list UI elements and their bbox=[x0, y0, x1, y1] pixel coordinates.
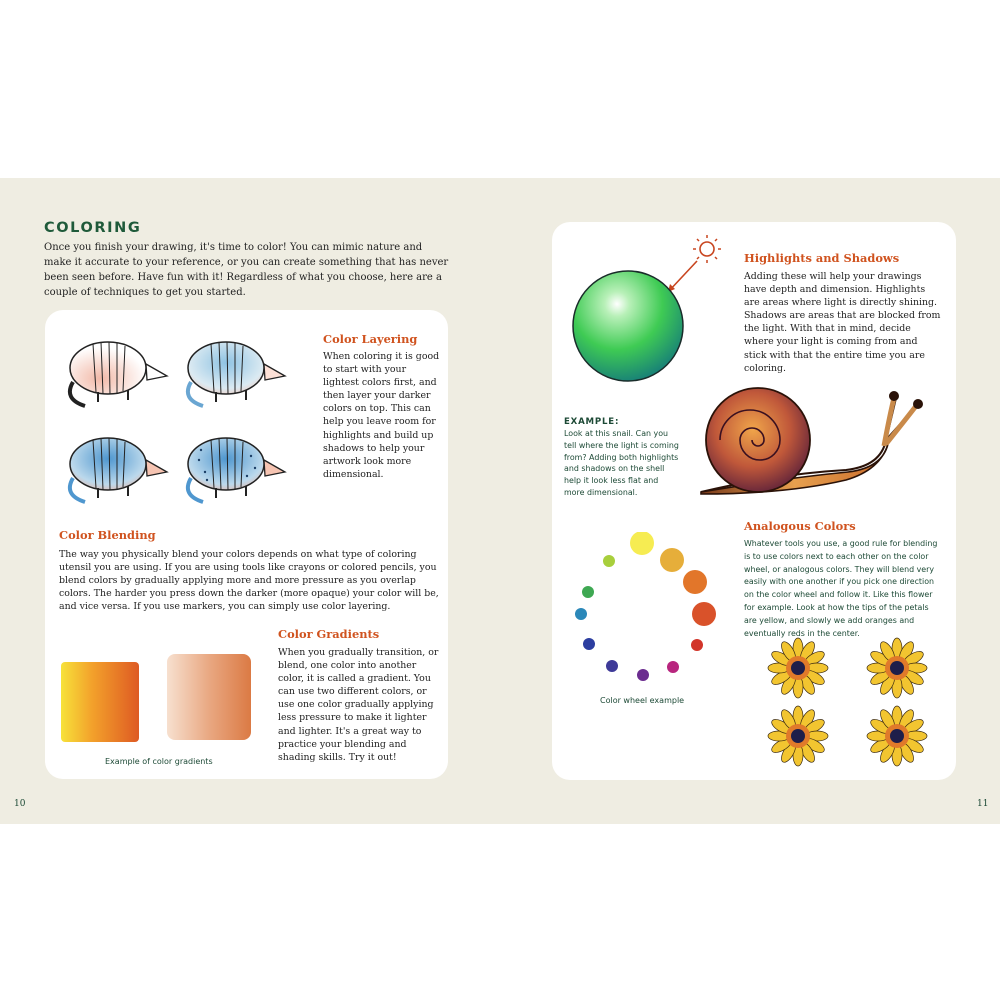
sphere bbox=[573, 271, 683, 381]
color-wheel-caption: Color wheel example bbox=[600, 696, 685, 705]
armadillo-layered bbox=[70, 438, 167, 502]
color-blending-text: The way you physically blend your colors depends on what type of coloring utensil you are using. If you are using tools like crayons or colored pencils, you blend colors by gradually applying more and more pressure as you overlap colors. The harder you press down the darker (more opaque) your color will be, and vice versa. If you use markers, you can simply use color layering. bbox=[59, 549, 439, 613]
page-number-right: 11 bbox=[977, 799, 989, 809]
armadillo-detailed bbox=[188, 438, 285, 502]
left-card bbox=[45, 310, 448, 779]
wheel-blue-green bbox=[575, 608, 587, 620]
wheel-blue bbox=[583, 638, 595, 650]
wheel-orange bbox=[683, 570, 707, 594]
wheel-red bbox=[691, 639, 703, 651]
color-layering-text: When coloring it is good to start with your lightest colors first, and then layer your darker colors on top. This can help you leave room for highlights and build up shadows to help your artwork look more dimensional. bbox=[323, 351, 440, 480]
snail bbox=[696, 374, 930, 502]
color-blending-title: Color Blending bbox=[59, 528, 156, 542]
color-gradients-text: When you gradually transition, or blend, one color into another color, it is called a gradient. You can use two different colors, or use one color gradually applying less pressure to make it lighter and lighter. It's a great way to practice your blending and shading skills. Try it out! bbox=[278, 647, 439, 763]
wheel-violet bbox=[637, 669, 649, 681]
example-text: Look at this snail. Can you tell where the light is coming from? Adding both highlights and shadows on the shell help it look less flat and more dimensional. bbox=[564, 429, 679, 497]
color-gradient-swatches bbox=[59, 648, 259, 748]
section-heading-coloring: COLORING bbox=[44, 220, 142, 236]
color-layering-title: Color Layering bbox=[323, 332, 418, 346]
gradients-caption: Example of color gradients bbox=[105, 757, 213, 766]
highlights-title: Highlights and Shadows bbox=[744, 251, 900, 265]
wheel-red-violet bbox=[667, 661, 679, 673]
armadillo-light bbox=[188, 342, 285, 406]
flower bbox=[768, 638, 828, 698]
flower bbox=[768, 706, 828, 766]
analogous-title: Analogous Colors bbox=[744, 519, 856, 533]
flower-illustrations bbox=[766, 636, 940, 768]
example-label: EXAMPLE: bbox=[564, 417, 620, 427]
wheel-yellow bbox=[630, 532, 654, 555]
color-wheel bbox=[564, 532, 724, 692]
wheel-red-orange bbox=[692, 602, 716, 626]
right-card bbox=[552, 222, 956, 780]
intro-paragraph: Once you finish your drawing, it's time to color! You can mimic nature and make it accurate to your reference, or you can create something that has never been seen before. Have fun with it! Regardless of what you choose, here are a couple of techniques to get you started. bbox=[44, 242, 449, 298]
armadillo-illustrations bbox=[63, 324, 303, 514]
flower bbox=[867, 638, 927, 698]
armadillo-outline bbox=[70, 342, 167, 406]
wheel-yellow-orange bbox=[660, 548, 684, 572]
color-gradients-title: Color Gradients bbox=[278, 627, 380, 641]
flower bbox=[867, 706, 927, 766]
sun-icon bbox=[693, 235, 721, 263]
wheel-green bbox=[582, 586, 594, 598]
wheel-yellow-green bbox=[603, 555, 615, 567]
wheel-blue-violet bbox=[606, 660, 618, 672]
page-number-left: 10 bbox=[14, 799, 26, 809]
highlights-text: Adding these will help your drawings have depth and dimension. Highlights are areas where light is directly shining. Shadows are areas that are blocked from the light. With that in mind, decide where your light is coming from and stick with that the entire time you are coloring. bbox=[744, 271, 941, 374]
sphere-with-light bbox=[570, 234, 730, 384]
analogous-text: Whatever tools you use, a good rule for blending is to use colors next to each other on the color wheel, or analogous colors. They will blend very easily with one another if you pick one direction on the color wheel and follow it. Like this flower for example. Look at how the tips of the petals are yellow, and slowly we add oranges and eventually reds in the center. bbox=[744, 539, 938, 638]
